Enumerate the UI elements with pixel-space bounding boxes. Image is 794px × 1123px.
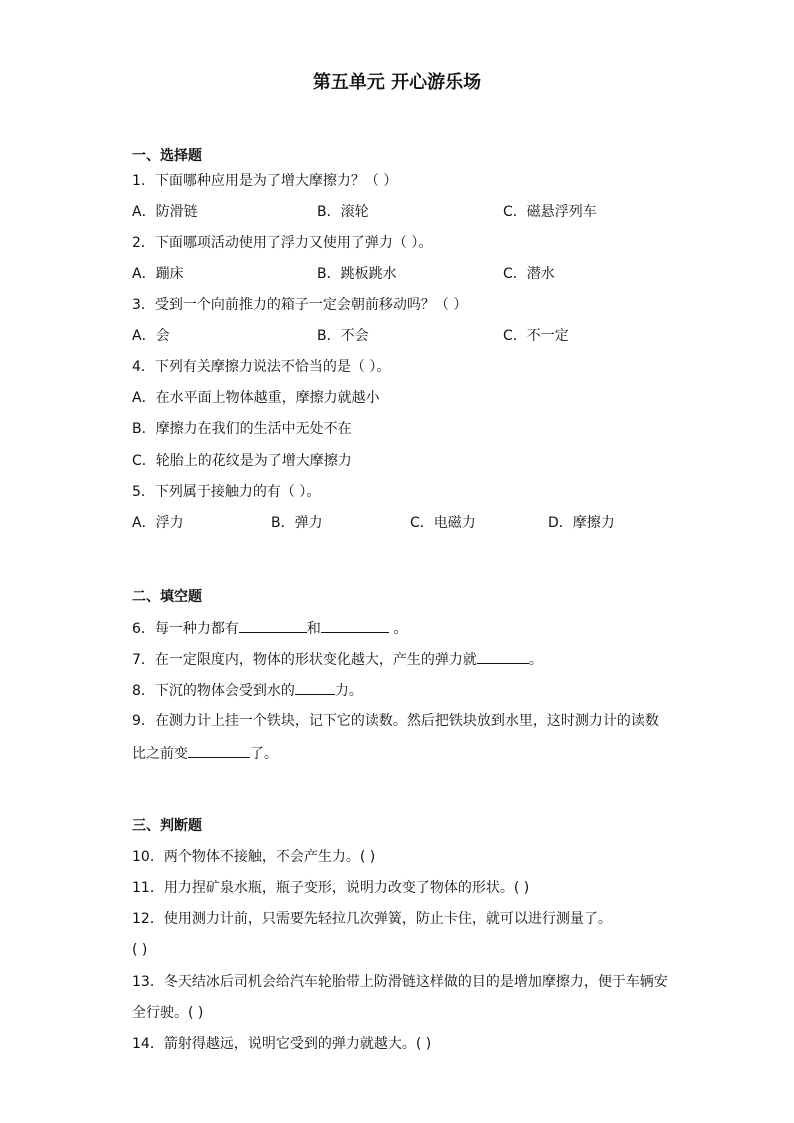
- answer-blank[interactable]: [295, 680, 335, 695]
- answer-blank[interactable]: [188, 743, 250, 758]
- question-8-text-2: 力。: [334, 683, 363, 699]
- section-heading-choice: 一、选择题: [132, 148, 202, 164]
- question-4-option-a: A．在水平面上物体越重，摩擦力就越小: [132, 390, 380, 406]
- answer-blank[interactable]: [239, 618, 307, 633]
- question-7-text-1: 7．在一定限度内，物体的形状变化越大，产生的弹力就: [132, 652, 477, 668]
- section-heading-judge: 三、判断题: [132, 818, 202, 834]
- question-9-line-2: [132, 743, 278, 764]
- question-9-text-1: 比之前变: [132, 746, 188, 762]
- question-2-stem: 2．下面哪项活动使用了浮力又使用了弹力（ ）。: [132, 235, 433, 251]
- question-3-option-b: B．不会: [317, 328, 369, 344]
- question-5-option-b: B．弹力: [271, 515, 323, 531]
- question-3-option-c: C．不一定: [503, 328, 569, 344]
- question-12-answer-bracket[interactable]: ( ): [132, 942, 148, 958]
- question-5-stem: 5．下列属于接触力的有（ ）。: [132, 484, 321, 500]
- question-1-option-b: B．滚轮: [317, 204, 369, 220]
- answer-blank[interactable]: [477, 649, 529, 664]
- question-11: 11．用力捏矿泉水瓶，瓶子变形，说明力改变了物体的形状。( ): [132, 880, 530, 896]
- question-9-line-1: 9．在测力计上挂一个铁块，记下它的读数。然后把铁块放到水里，这时测力计的读数: [132, 713, 659, 729]
- question-3-stem: 3．受到一个向前推力的箱子一定会朝前移动吗？（ ）: [132, 297, 468, 313]
- question-8: [132, 680, 363, 701]
- question-1-option-c: C．磁悬浮列车: [503, 204, 597, 220]
- question-6-text-2: 和: [306, 621, 321, 637]
- question-3-option-a: A．会: [132, 328, 170, 344]
- question-5-option-a: A．浮力: [132, 515, 184, 531]
- question-7-text-2: 。: [528, 652, 543, 668]
- question-2-option-a: A．蹦床: [132, 266, 184, 282]
- question-4-option-b: B．摩擦力在我们的生活中无处不在: [132, 421, 352, 437]
- section-heading-fill: 二、填空题: [132, 589, 202, 605]
- question-8-text-1: 8．下沉的物体会受到水的: [132, 683, 295, 699]
- question-13-line-2: 全行驶。( ): [132, 1005, 204, 1021]
- question-1-stem: 1．下面哪种应用是为了增大摩擦力？（ ）: [132, 173, 398, 189]
- question-4-stem: 4．下列有关摩擦力说法不恰当的是（ ）。: [132, 359, 391, 375]
- question-13-line-1: 13．冬天结冰后司机会给汽车轮胎带上防滑链这样做的目的是增加摩擦力，便于车辆安: [132, 974, 668, 990]
- page-title: 第五单元 开心游乐场: [312, 72, 482, 93]
- question-12-line-1: 12．使用测力计前，只需要先轻拉几次弹簧，防止卡住，就可以进行测量了。: [132, 911, 612, 927]
- question-1-option-a: A．防滑链: [132, 204, 198, 220]
- question-4-option-c: C．轮胎上的花纹是为了增大摩擦力: [132, 453, 352, 469]
- question-5-option-d: D．摩擦力: [548, 515, 615, 531]
- question-2-option-c: C．潜水: [503, 266, 555, 282]
- question-6-text-1: 6．每一种力都有: [132, 621, 239, 637]
- question-5-option-c: C．电磁力: [410, 515, 476, 531]
- question-14: 14．箭射得越远，说明它受到的弹力就越大。( ): [132, 1036, 432, 1052]
- question-2-option-b: B．跳板跳水: [317, 266, 397, 282]
- question-7: [132, 649, 543, 670]
- question-6-text-3: 。: [388, 621, 408, 637]
- answer-blank[interactable]: [321, 618, 389, 633]
- question-9-text-2: 了。: [250, 746, 278, 762]
- question-10: 10．两个物体不接触，不会产生力。( ): [132, 849, 376, 865]
- question-6: [132, 618, 407, 639]
